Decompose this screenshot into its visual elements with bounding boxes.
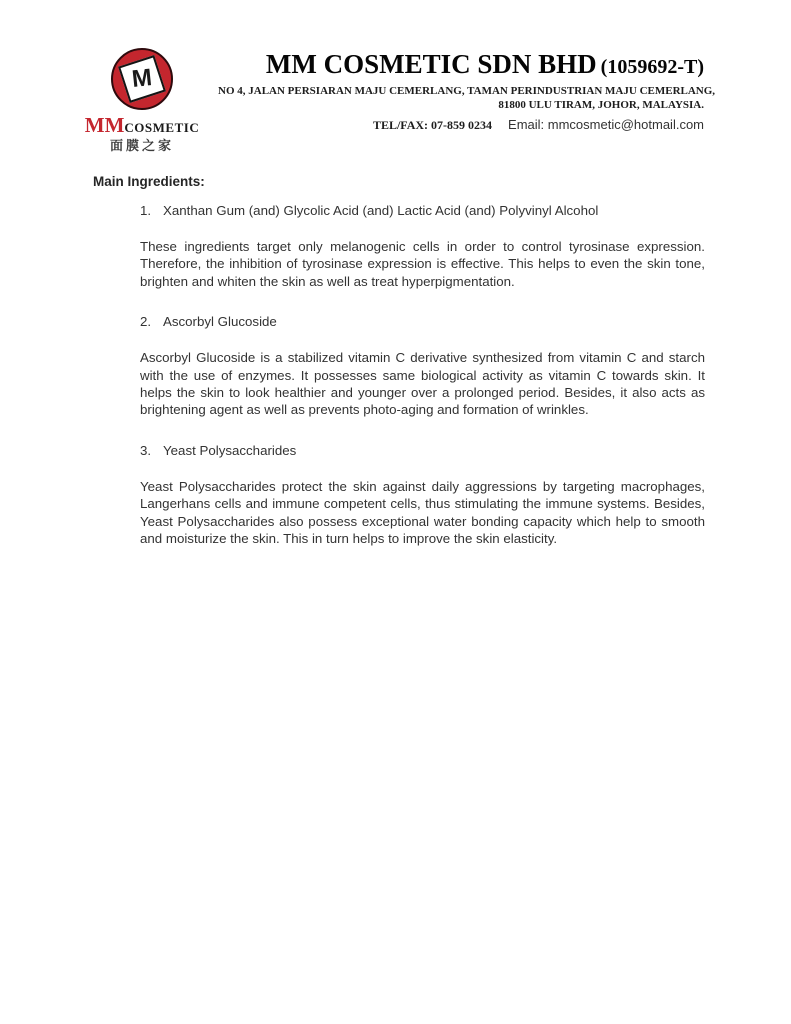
- logo-brand-cosmetic: COSMETIC: [124, 120, 200, 135]
- ingredient-title: Xanthan Gum (and) Glycolic Acid (and) Lactic Acid (and) Polyvinyl Alcohol: [163, 203, 599, 218]
- letterhead: [218, 49, 716, 134]
- email-text: Email: mmcosmetic@hotmail.com: [508, 117, 704, 133]
- ingredient-number: 2.: [140, 314, 152, 330]
- ingredient-title: Ascorbyl Glucoside: [163, 314, 277, 330]
- ingredient-item: [93, 203, 705, 290]
- logo-circle-icon: [111, 48, 173, 110]
- telfax-text: TEL/FAX: 07-859 0234: [372, 118, 493, 133]
- company-logo: [76, 48, 208, 153]
- ingredient-description: Ascorbyl Glucoside is a stabilized vitamin C derivative synthesized from vitamin C and starch with the use of enzymes. It possesses same biological activity as vitamin C towards skin. It helps the skin to look healthier and younger over a prolonged period. Besides, it also acts as brightening agent as well as prevents photo-aging and formation of wrinkles.: [140, 350, 705, 418]
- logo-square-icon: [118, 55, 166, 103]
- ingredient-item: [93, 314, 705, 419]
- ingredient-description: These ingredients target only melanogenic cells in order to control tyrosinase expression. Therefore, the inhibition of tyrosinase expression is effective. This helps to even the skin tone, brighten and whiten the skin as well as treat hyperpigmentation.: [140, 239, 705, 289]
- document-body: [93, 174, 705, 571]
- logo-brand-mm: MM: [84, 113, 125, 137]
- ingredient-number: 1.: [140, 203, 152, 218]
- contact-line: [218, 116, 704, 134]
- ingredient-title: Yeast Polysaccharides: [163, 442, 297, 458]
- company-name: MM COSMETIC SDN BHD: [265, 49, 597, 79]
- ingredient-title-row: [140, 314, 705, 329]
- section-heading: Main Ingredients:: [93, 174, 205, 189]
- logo-monogram: M: [130, 64, 154, 93]
- company-registration-number: (1059692-T): [600, 56, 704, 78]
- company-title: [218, 50, 704, 78]
- ingredient-number: 3.: [140, 442, 152, 458]
- ingredient-item: [93, 443, 705, 548]
- ingredient-title-row: [140, 203, 705, 218]
- ingredient-title-row: [140, 443, 705, 458]
- address-line-2: 81800 ULU TIRAM, JOHOR, MALAYSIA.: [498, 99, 704, 112]
- ingredient-description: Yeast Polysaccharides protect the skin against daily aggressions by targeting macrophages, Langerhans cells and immune competent cells, thus stimulating the immune systems. Besides, Yeast Polysaccharides also possess exceptional water bonding capacity which help to smooth and moisturize the skin. This in turn helps to improve the skin elasticity.: [140, 478, 705, 547]
- address-line-1: NO 4, JALAN PERSIARAN MAJU CEMERLANG, TAMAN PERINDUSTRIAN MAJU CEMERLANG,: [218, 85, 716, 98]
- logo-chinese-text: 面膜之家: [109, 138, 174, 153]
- logo-brand-text: [76, 115, 208, 136]
